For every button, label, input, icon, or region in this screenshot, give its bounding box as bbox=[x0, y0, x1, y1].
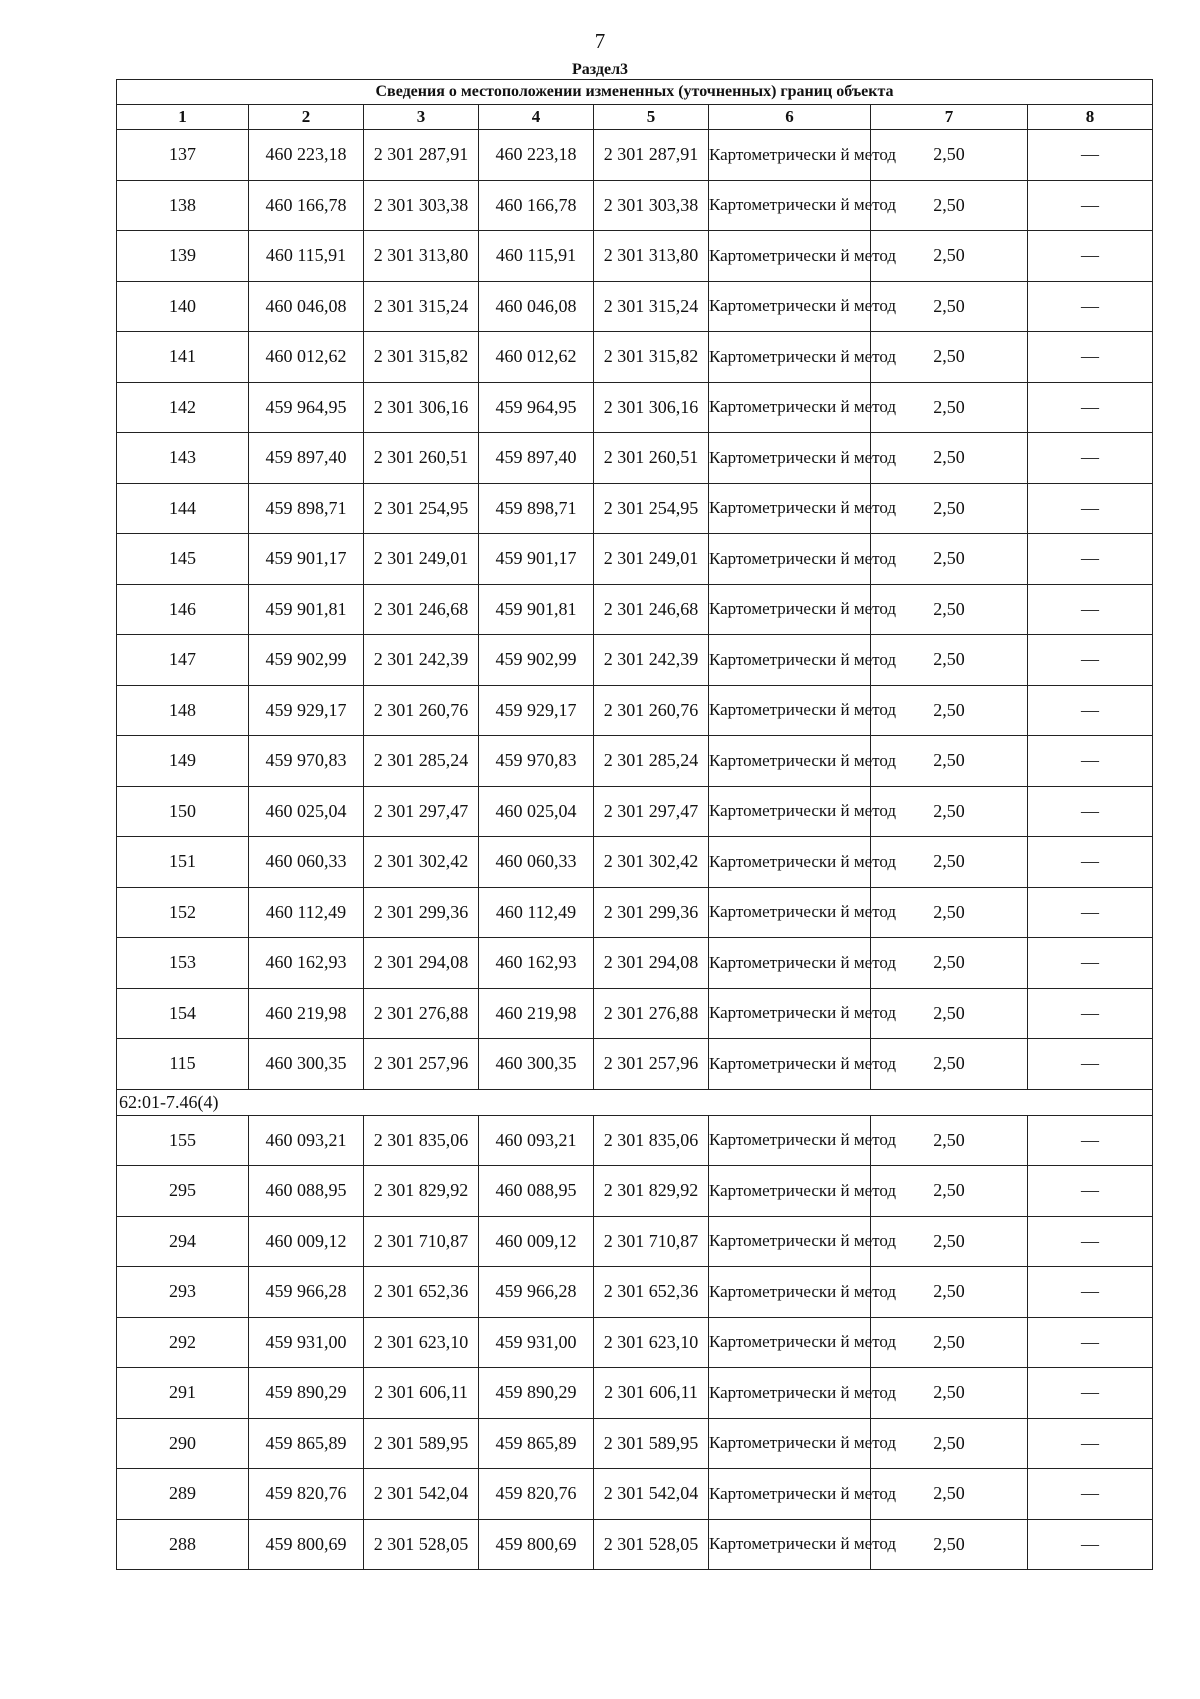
description-cell: — bbox=[1028, 534, 1153, 585]
accuracy-cell: 2,50 bbox=[871, 433, 1028, 484]
y-coordinate: 2 301 623,10 bbox=[364, 1317, 479, 1368]
method-cell: Картометрически й метод bbox=[709, 786, 871, 837]
accuracy-cell: 2,50 bbox=[871, 584, 1028, 635]
table-row bbox=[117, 938, 1153, 989]
x-new-coordinate: 460 162,93 bbox=[479, 938, 594, 989]
x-coordinate: 459 897,40 bbox=[249, 433, 364, 484]
x-coordinate: 459 966,28 bbox=[249, 1267, 364, 1318]
x-new-coordinate: 459 966,28 bbox=[479, 1267, 594, 1318]
table-row bbox=[117, 1039, 1153, 1090]
method-cell: Картометрически й метод bbox=[709, 837, 871, 888]
accuracy-cell: 2,50 bbox=[871, 534, 1028, 585]
y-coordinate: 2 301 528,05 bbox=[364, 1519, 479, 1570]
y-coordinate: 2 301 315,24 bbox=[364, 281, 479, 332]
group-label: 62:01-7.46(4) bbox=[117, 1089, 1153, 1115]
y-coordinate: 2 301 285,24 bbox=[364, 736, 479, 787]
method-cell: Картометрически й метод bbox=[709, 1469, 871, 1520]
accuracy-cell: 2,50 bbox=[871, 483, 1028, 534]
y-new-coordinate: 2 301 542,04 bbox=[594, 1469, 709, 1520]
y-new-coordinate: 2 301 306,16 bbox=[594, 382, 709, 433]
point-number: 154 bbox=[117, 988, 249, 1039]
point-number: 293 bbox=[117, 1267, 249, 1318]
x-coordinate: 459 901,17 bbox=[249, 534, 364, 585]
description-cell: — bbox=[1028, 332, 1153, 383]
accuracy-cell: 2,50 bbox=[871, 685, 1028, 736]
x-new-coordinate: 460 088,95 bbox=[479, 1166, 594, 1217]
x-coordinate: 460 012,62 bbox=[249, 332, 364, 383]
point-number: 138 bbox=[117, 180, 249, 231]
table-row bbox=[117, 736, 1153, 787]
x-new-coordinate: 459 902,99 bbox=[479, 635, 594, 686]
x-new-coordinate: 460 219,98 bbox=[479, 988, 594, 1039]
table-row bbox=[117, 837, 1153, 888]
y-coordinate: 2 301 257,96 bbox=[364, 1039, 479, 1090]
x-new-coordinate: 459 970,83 bbox=[479, 736, 594, 787]
description-cell: — bbox=[1028, 433, 1153, 484]
point-number: 292 bbox=[117, 1317, 249, 1368]
point-number: 146 bbox=[117, 584, 249, 635]
accuracy-cell: 2,50 bbox=[871, 1216, 1028, 1267]
table-row bbox=[117, 635, 1153, 686]
x-new-coordinate: 460 112,49 bbox=[479, 887, 594, 938]
accuracy-cell: 2,50 bbox=[871, 231, 1028, 282]
point-number: 288 bbox=[117, 1519, 249, 1570]
point-number: 150 bbox=[117, 786, 249, 837]
method-cell: Картометрически й метод bbox=[709, 1216, 871, 1267]
x-coordinate: 460 009,12 bbox=[249, 1216, 364, 1267]
point-number: 155 bbox=[117, 1115, 249, 1166]
accuracy-cell: 2,50 bbox=[871, 887, 1028, 938]
x-new-coordinate: 460 060,33 bbox=[479, 837, 594, 888]
y-new-coordinate: 2 301 260,51 bbox=[594, 433, 709, 484]
y-coordinate: 2 301 835,06 bbox=[364, 1115, 479, 1166]
method-cell: Картометрически й метод bbox=[709, 281, 871, 332]
accuracy-cell: 2,50 bbox=[871, 1519, 1028, 1570]
x-coordinate: 460 025,04 bbox=[249, 786, 364, 837]
y-new-coordinate: 2 301 710,87 bbox=[594, 1216, 709, 1267]
y-new-coordinate: 2 301 276,88 bbox=[594, 988, 709, 1039]
x-new-coordinate: 459 929,17 bbox=[479, 685, 594, 736]
y-new-coordinate: 2 301 315,24 bbox=[594, 281, 709, 332]
accuracy-cell: 2,50 bbox=[871, 786, 1028, 837]
page-number: 7 bbox=[594, 29, 606, 53]
description-cell: — bbox=[1028, 938, 1153, 989]
description-cell: — bbox=[1028, 130, 1153, 181]
x-coordinate: 460 300,35 bbox=[249, 1039, 364, 1090]
method-cell: Картометрически й метод bbox=[709, 887, 871, 938]
accuracy-cell: 2,50 bbox=[871, 635, 1028, 686]
x-new-coordinate: 459 865,89 bbox=[479, 1418, 594, 1469]
point-number: 144 bbox=[117, 483, 249, 534]
accuracy-cell: 2,50 bbox=[871, 1267, 1028, 1318]
point-number: 139 bbox=[117, 231, 249, 282]
accuracy-cell: 2,50 bbox=[871, 130, 1028, 181]
y-coordinate: 2 301 829,92 bbox=[364, 1166, 479, 1217]
coordinates-table bbox=[116, 79, 1153, 1570]
y-coordinate: 2 301 542,04 bbox=[364, 1469, 479, 1520]
y-coordinate: 2 301 287,91 bbox=[364, 130, 479, 181]
x-new-coordinate: 460 300,35 bbox=[479, 1039, 594, 1090]
x-new-coordinate: 459 897,40 bbox=[479, 433, 594, 484]
method-cell: Картометрически й метод bbox=[709, 180, 871, 231]
y-new-coordinate: 2 301 528,05 bbox=[594, 1519, 709, 1570]
column-number: 2 bbox=[249, 105, 364, 130]
table-caption-row bbox=[117, 80, 1153, 105]
x-coordinate: 460 060,33 bbox=[249, 837, 364, 888]
table-caption: Сведения о местоположении измененных (уточненных) границ объекта bbox=[117, 80, 1153, 105]
table-row bbox=[117, 1368, 1153, 1419]
accuracy-cell: 2,50 bbox=[871, 837, 1028, 888]
y-new-coordinate: 2 301 835,06 bbox=[594, 1115, 709, 1166]
accuracy-cell: 2,50 bbox=[871, 1166, 1028, 1217]
accuracy-cell: 2,50 bbox=[871, 938, 1028, 989]
y-new-coordinate: 2 301 589,95 bbox=[594, 1418, 709, 1469]
description-cell: — bbox=[1028, 1216, 1153, 1267]
x-new-coordinate: 460 025,04 bbox=[479, 786, 594, 837]
column-number: 4 bbox=[479, 105, 594, 130]
point-number: 290 bbox=[117, 1418, 249, 1469]
method-cell: Картометрически й метод bbox=[709, 1317, 871, 1368]
x-coordinate: 459 890,29 bbox=[249, 1368, 364, 1419]
description-cell: — bbox=[1028, 1519, 1153, 1570]
x-coordinate: 459 820,76 bbox=[249, 1469, 364, 1520]
method-cell: Картометрически й метод bbox=[709, 231, 871, 282]
method-cell: Картометрически й метод bbox=[709, 1519, 871, 1570]
column-number: 6 bbox=[709, 105, 871, 130]
method-cell: Картометрически й метод bbox=[709, 635, 871, 686]
x-coordinate: 460 112,49 bbox=[249, 887, 364, 938]
table-row bbox=[117, 1216, 1153, 1267]
x-new-coordinate: 460 223,18 bbox=[479, 130, 594, 181]
x-coordinate: 460 088,95 bbox=[249, 1166, 364, 1217]
description-cell: — bbox=[1028, 685, 1153, 736]
x-coordinate: 460 093,21 bbox=[249, 1115, 364, 1166]
x-coordinate: 459 902,99 bbox=[249, 635, 364, 686]
accuracy-cell: 2,50 bbox=[871, 180, 1028, 231]
method-cell: Картометрически й метод bbox=[709, 433, 871, 484]
accuracy-cell: 2,50 bbox=[871, 1469, 1028, 1520]
accuracy-cell: 2,50 bbox=[871, 1039, 1028, 1090]
method-cell: Картометрически й метод bbox=[709, 1368, 871, 1419]
y-coordinate: 2 301 249,01 bbox=[364, 534, 479, 585]
section-title: Раздел3 bbox=[571, 61, 629, 78]
x-coordinate: 460 115,91 bbox=[249, 231, 364, 282]
y-new-coordinate: 2 301 254,95 bbox=[594, 483, 709, 534]
method-cell: Картометрически й метод bbox=[709, 1039, 871, 1090]
y-coordinate: 2 301 652,36 bbox=[364, 1267, 479, 1318]
x-new-coordinate: 460 093,21 bbox=[479, 1115, 594, 1166]
x-new-coordinate: 459 931,00 bbox=[479, 1317, 594, 1368]
y-new-coordinate: 2 301 302,42 bbox=[594, 837, 709, 888]
y-new-coordinate: 2 301 246,68 bbox=[594, 584, 709, 635]
y-new-coordinate: 2 301 249,01 bbox=[594, 534, 709, 585]
accuracy-cell: 2,50 bbox=[871, 332, 1028, 383]
y-new-coordinate: 2 301 294,08 bbox=[594, 938, 709, 989]
y-coordinate: 2 301 260,76 bbox=[364, 685, 479, 736]
description-cell: — bbox=[1028, 635, 1153, 686]
group-label-row bbox=[117, 1089, 1153, 1115]
y-coordinate: 2 301 302,42 bbox=[364, 837, 479, 888]
x-coordinate: 459 970,83 bbox=[249, 736, 364, 787]
y-new-coordinate: 2 301 260,76 bbox=[594, 685, 709, 736]
y-coordinate: 2 301 313,80 bbox=[364, 231, 479, 282]
y-new-coordinate: 2 301 829,92 bbox=[594, 1166, 709, 1217]
point-group-b bbox=[117, 1115, 1153, 1570]
accuracy-cell: 2,50 bbox=[871, 281, 1028, 332]
method-cell: Картометрически й метод bbox=[709, 584, 871, 635]
column-number: 1 bbox=[117, 105, 249, 130]
description-cell: — bbox=[1028, 1317, 1153, 1368]
table-row bbox=[117, 685, 1153, 736]
y-coordinate: 2 301 276,88 bbox=[364, 988, 479, 1039]
y-coordinate: 2 301 246,68 bbox=[364, 584, 479, 635]
x-new-coordinate: 459 820,76 bbox=[479, 1469, 594, 1520]
y-new-coordinate: 2 301 242,39 bbox=[594, 635, 709, 686]
description-cell: — bbox=[1028, 180, 1153, 231]
y-coordinate: 2 301 254,95 bbox=[364, 483, 479, 534]
point-number: 291 bbox=[117, 1368, 249, 1419]
table-row bbox=[117, 1418, 1153, 1469]
description-cell: — bbox=[1028, 1166, 1153, 1217]
description-cell: — bbox=[1028, 1115, 1153, 1166]
point-number: 115 bbox=[117, 1039, 249, 1090]
y-coordinate: 2 301 710,87 bbox=[364, 1216, 479, 1267]
table-row bbox=[117, 1115, 1153, 1166]
method-cell: Картометрически й метод bbox=[709, 685, 871, 736]
y-coordinate: 2 301 303,38 bbox=[364, 180, 479, 231]
method-cell: Картометрически й метод bbox=[709, 938, 871, 989]
point-number: 143 bbox=[117, 433, 249, 484]
method-cell: Картометрически й метод bbox=[709, 1418, 871, 1469]
y-coordinate: 2 301 294,08 bbox=[364, 938, 479, 989]
x-new-coordinate: 459 964,95 bbox=[479, 382, 594, 433]
method-cell: Картометрически й метод bbox=[709, 1115, 871, 1166]
point-group-a bbox=[117, 130, 1153, 1090]
method-cell: Картометрически й метод bbox=[709, 382, 871, 433]
y-new-coordinate: 2 301 299,36 bbox=[594, 887, 709, 938]
description-cell: — bbox=[1028, 786, 1153, 837]
column-number: 7 bbox=[871, 105, 1028, 130]
x-coordinate: 459 901,81 bbox=[249, 584, 364, 635]
x-coordinate: 459 800,69 bbox=[249, 1519, 364, 1570]
description-cell: — bbox=[1028, 1368, 1153, 1419]
accuracy-cell: 2,50 bbox=[871, 1317, 1028, 1368]
x-coordinate: 460 166,78 bbox=[249, 180, 364, 231]
point-number: 140 bbox=[117, 281, 249, 332]
x-coordinate: 459 898,71 bbox=[249, 483, 364, 534]
table-row bbox=[117, 887, 1153, 938]
x-coordinate: 460 046,08 bbox=[249, 281, 364, 332]
y-new-coordinate: 2 301 315,82 bbox=[594, 332, 709, 383]
point-number: 151 bbox=[117, 837, 249, 888]
x-coordinate: 459 929,17 bbox=[249, 685, 364, 736]
x-coordinate: 460 162,93 bbox=[249, 938, 364, 989]
point-number: 152 bbox=[117, 887, 249, 938]
column-number-row bbox=[117, 105, 1153, 130]
table-row bbox=[117, 1166, 1153, 1217]
point-number: 141 bbox=[117, 332, 249, 383]
y-new-coordinate: 2 301 606,11 bbox=[594, 1368, 709, 1419]
column-number: 3 bbox=[364, 105, 479, 130]
y-new-coordinate: 2 301 313,80 bbox=[594, 231, 709, 282]
x-coordinate: 459 931,00 bbox=[249, 1317, 364, 1368]
table-row bbox=[117, 1267, 1153, 1318]
accuracy-cell: 2,50 bbox=[871, 1418, 1028, 1469]
y-coordinate: 2 301 589,95 bbox=[364, 1418, 479, 1469]
method-cell: Картометрически й метод bbox=[709, 1166, 871, 1217]
table-row bbox=[117, 1469, 1153, 1520]
table-row bbox=[117, 483, 1153, 534]
y-coordinate: 2 301 606,11 bbox=[364, 1368, 479, 1419]
accuracy-cell: 2,50 bbox=[871, 1368, 1028, 1419]
x-new-coordinate: 460 012,62 bbox=[479, 332, 594, 383]
table-row bbox=[117, 1317, 1153, 1368]
point-number: 145 bbox=[117, 534, 249, 585]
y-coordinate: 2 301 306,16 bbox=[364, 382, 479, 433]
x-new-coordinate: 459 901,17 bbox=[479, 534, 594, 585]
table-row bbox=[117, 1519, 1153, 1570]
x-new-coordinate: 460 046,08 bbox=[479, 281, 594, 332]
x-new-coordinate: 459 890,29 bbox=[479, 1368, 594, 1419]
description-cell: — bbox=[1028, 483, 1153, 534]
x-new-coordinate: 460 115,91 bbox=[479, 231, 594, 282]
point-number: 137 bbox=[117, 130, 249, 181]
y-new-coordinate: 2 301 623,10 bbox=[594, 1317, 709, 1368]
table-row bbox=[117, 130, 1153, 181]
method-cell: Картометрически й метод bbox=[709, 483, 871, 534]
x-coordinate: 460 223,18 bbox=[249, 130, 364, 181]
point-number: 147 bbox=[117, 635, 249, 686]
table-row bbox=[117, 988, 1153, 1039]
method-cell: Картометрически й метод bbox=[709, 534, 871, 585]
method-cell: Картометрически й метод bbox=[709, 332, 871, 383]
y-coordinate: 2 301 315,82 bbox=[364, 332, 479, 383]
point-number: 294 bbox=[117, 1216, 249, 1267]
x-new-coordinate: 460 009,12 bbox=[479, 1216, 594, 1267]
table-row bbox=[117, 231, 1153, 282]
accuracy-cell: 2,50 bbox=[871, 1115, 1028, 1166]
description-cell: — bbox=[1028, 1418, 1153, 1469]
description-cell: — bbox=[1028, 887, 1153, 938]
x-new-coordinate: 459 898,71 bbox=[479, 483, 594, 534]
description-cell: — bbox=[1028, 1039, 1153, 1090]
y-new-coordinate: 2 301 297,47 bbox=[594, 786, 709, 837]
x-coordinate: 460 219,98 bbox=[249, 988, 364, 1039]
table-row bbox=[117, 332, 1153, 383]
y-coordinate: 2 301 260,51 bbox=[364, 433, 479, 484]
y-new-coordinate: 2 301 303,38 bbox=[594, 180, 709, 231]
method-cell: Картометрически й метод bbox=[709, 988, 871, 1039]
description-cell: — bbox=[1028, 1469, 1153, 1520]
x-coordinate: 459 865,89 bbox=[249, 1418, 364, 1469]
x-new-coordinate: 459 901,81 bbox=[479, 584, 594, 635]
description-cell: — bbox=[1028, 988, 1153, 1039]
y-coordinate: 2 301 299,36 bbox=[364, 887, 479, 938]
y-coordinate: 2 301 297,47 bbox=[364, 786, 479, 837]
method-cell: Картометрически й метод bbox=[709, 1267, 871, 1318]
point-number: 289 bbox=[117, 1469, 249, 1520]
point-number: 148 bbox=[117, 685, 249, 736]
point-number: 149 bbox=[117, 736, 249, 787]
table-row bbox=[117, 584, 1153, 635]
point-number: 153 bbox=[117, 938, 249, 989]
accuracy-cell: 2,50 bbox=[871, 382, 1028, 433]
method-cell: Картометрически й метод bbox=[709, 130, 871, 181]
accuracy-cell: 2,50 bbox=[871, 736, 1028, 787]
table-row bbox=[117, 786, 1153, 837]
table-row bbox=[117, 180, 1153, 231]
description-cell: — bbox=[1028, 736, 1153, 787]
y-coordinate: 2 301 242,39 bbox=[364, 635, 479, 686]
point-number: 295 bbox=[117, 1166, 249, 1217]
table-row bbox=[117, 433, 1153, 484]
y-new-coordinate: 2 301 285,24 bbox=[594, 736, 709, 787]
description-cell: — bbox=[1028, 231, 1153, 282]
x-new-coordinate: 459 800,69 bbox=[479, 1519, 594, 1570]
y-new-coordinate: 2 301 257,96 bbox=[594, 1039, 709, 1090]
description-cell: — bbox=[1028, 382, 1153, 433]
column-number: 8 bbox=[1028, 105, 1153, 130]
y-new-coordinate: 2 301 287,91 bbox=[594, 130, 709, 181]
description-cell: — bbox=[1028, 837, 1153, 888]
x-coordinate: 459 964,95 bbox=[249, 382, 364, 433]
x-new-coordinate: 460 166,78 bbox=[479, 180, 594, 231]
table-row bbox=[117, 281, 1153, 332]
description-cell: — bbox=[1028, 1267, 1153, 1318]
description-cell: — bbox=[1028, 584, 1153, 635]
table-row bbox=[117, 534, 1153, 585]
method-cell: Картометрически й метод bbox=[709, 736, 871, 787]
point-number: 142 bbox=[117, 382, 249, 433]
column-number: 5 bbox=[594, 105, 709, 130]
group-label-section bbox=[117, 1089, 1153, 1115]
table-row bbox=[117, 382, 1153, 433]
description-cell: — bbox=[1028, 281, 1153, 332]
y-new-coordinate: 2 301 652,36 bbox=[594, 1267, 709, 1318]
accuracy-cell: 2,50 bbox=[871, 988, 1028, 1039]
